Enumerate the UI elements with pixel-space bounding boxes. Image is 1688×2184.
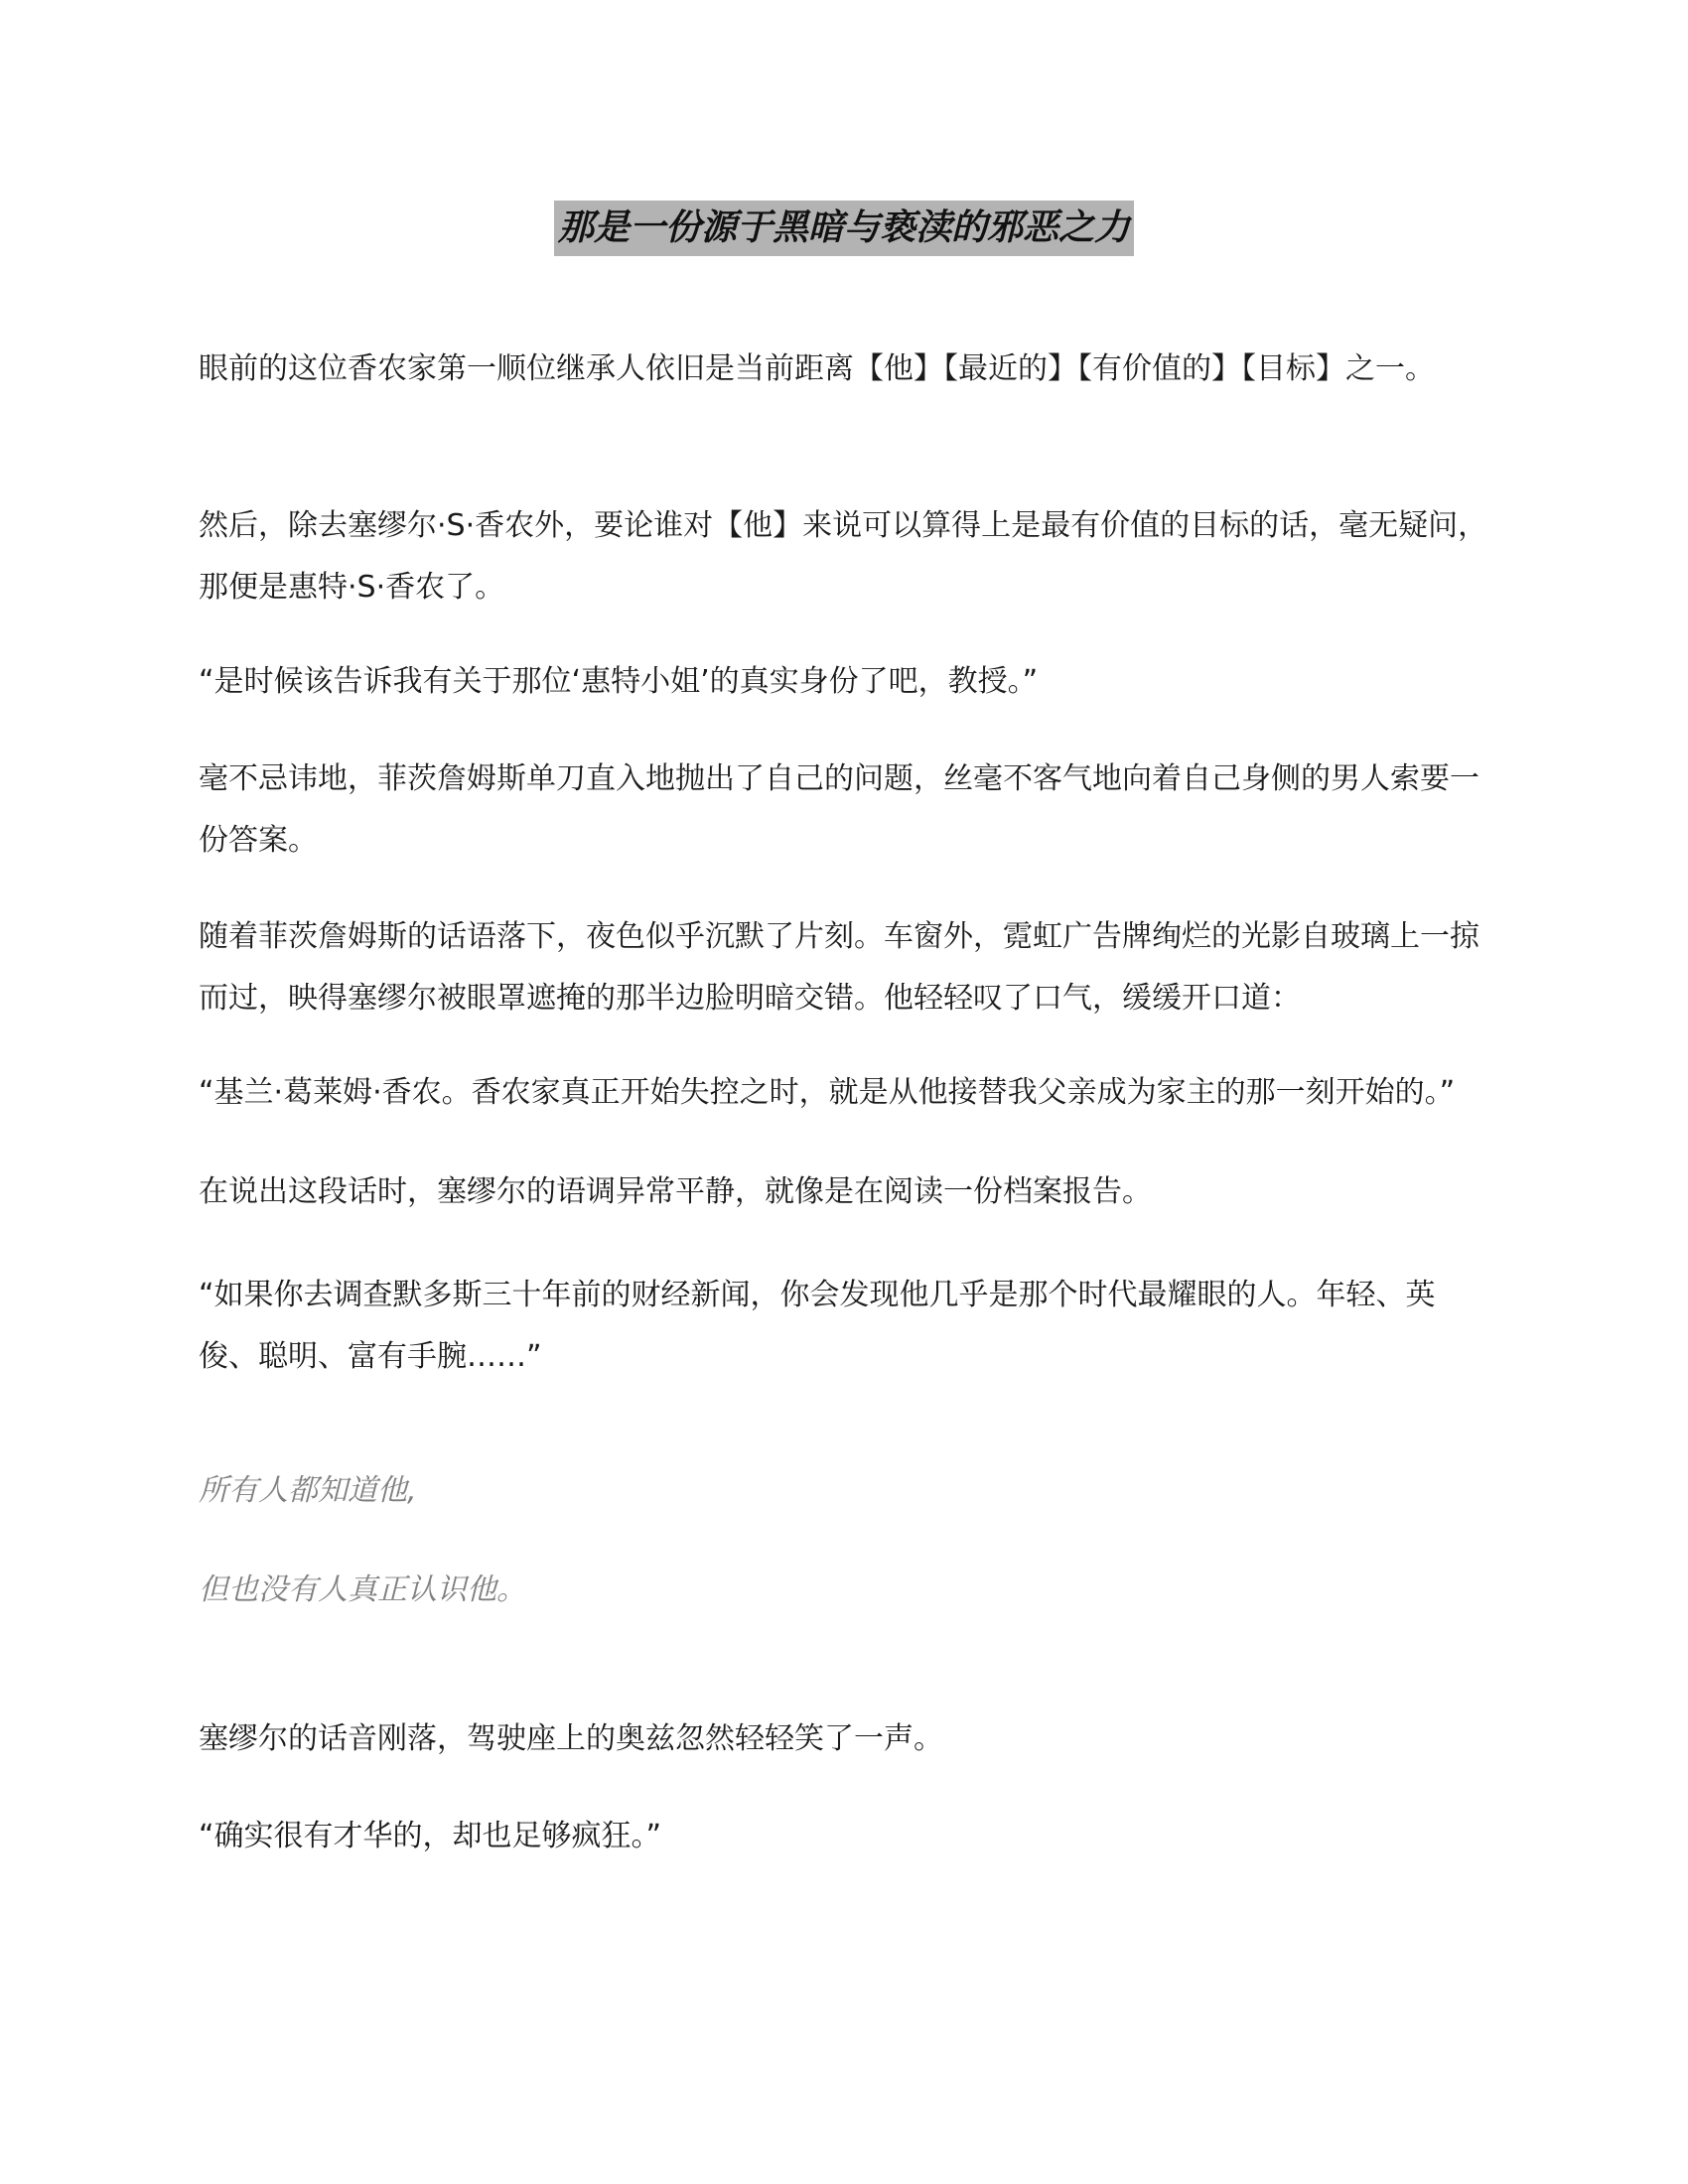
paragraph-9: 塞缪尔的话音刚落，驾驶座上的奥兹忽然轻轻笑了一声。 [199,1721,943,1756]
title-container [0,201,1688,256]
paragraph-7: 在说出这段话时，塞缪尔的语调异常平静，就像是在阅读一份档案报告。 [199,1174,1152,1209]
chapter-title: 那是一份源于黑暗与亵渎的邪恶之力 [554,201,1134,256]
paragraph-1: 眼前的这位香农家第一顺位继承人依旧是当前距离【他】【最近的】【有价值的】【目标】之一。 [199,351,1435,386]
paragraph-4: 毫不忌讳地，菲茨詹姆斯单刀直入地抛出了自己的问题，丝毫不客气地向着自己身侧的男人索要一份答案。 [199,761,1479,858]
italic-line-2: 但也没有人真正认识他。 [199,1572,526,1607]
italic-line-1: 所有人都知道他, [199,1473,417,1508]
paragraph-6: “基兰·葛莱姆·香农。香农家真正开始失控之时，就是从他接替我父亲成为家主的那一刻开始的。” [199,1075,1456,1110]
paragraph-5: 随着菲茨詹姆斯的话语落下，夜色似乎沉默了片刻。车窗外，霓虹广告牌绚烂的光影自玻璃上一掠而过，映得塞缪尔被眼罩遮掩的那半边脸明暗交错。他轻轻叹了口气，缓缓开口道： [199,919,1479,1016]
paragraph-10: “确实很有才华的，却也足够疯狂。” [199,1819,662,1853]
paragraph-8: “如果你去调查默多斯三十年前的财经新闻，你会发现他几乎是那个时代最耀眼的人。年轻、英俊、聪明、富有手腕……” [199,1278,1436,1374]
paragraph-2: 然后，除去塞缪尔·S·香农外，要论谁对【他】来说可以算得上是最有价值的目标的话，毫无疑问，那便是惠特·S·香农了。 [199,508,1488,605]
paragraph-3: “是时候该告诉我有关于那位‘惠特小姐’的真实身份了吧，教授。” [199,664,1039,699]
